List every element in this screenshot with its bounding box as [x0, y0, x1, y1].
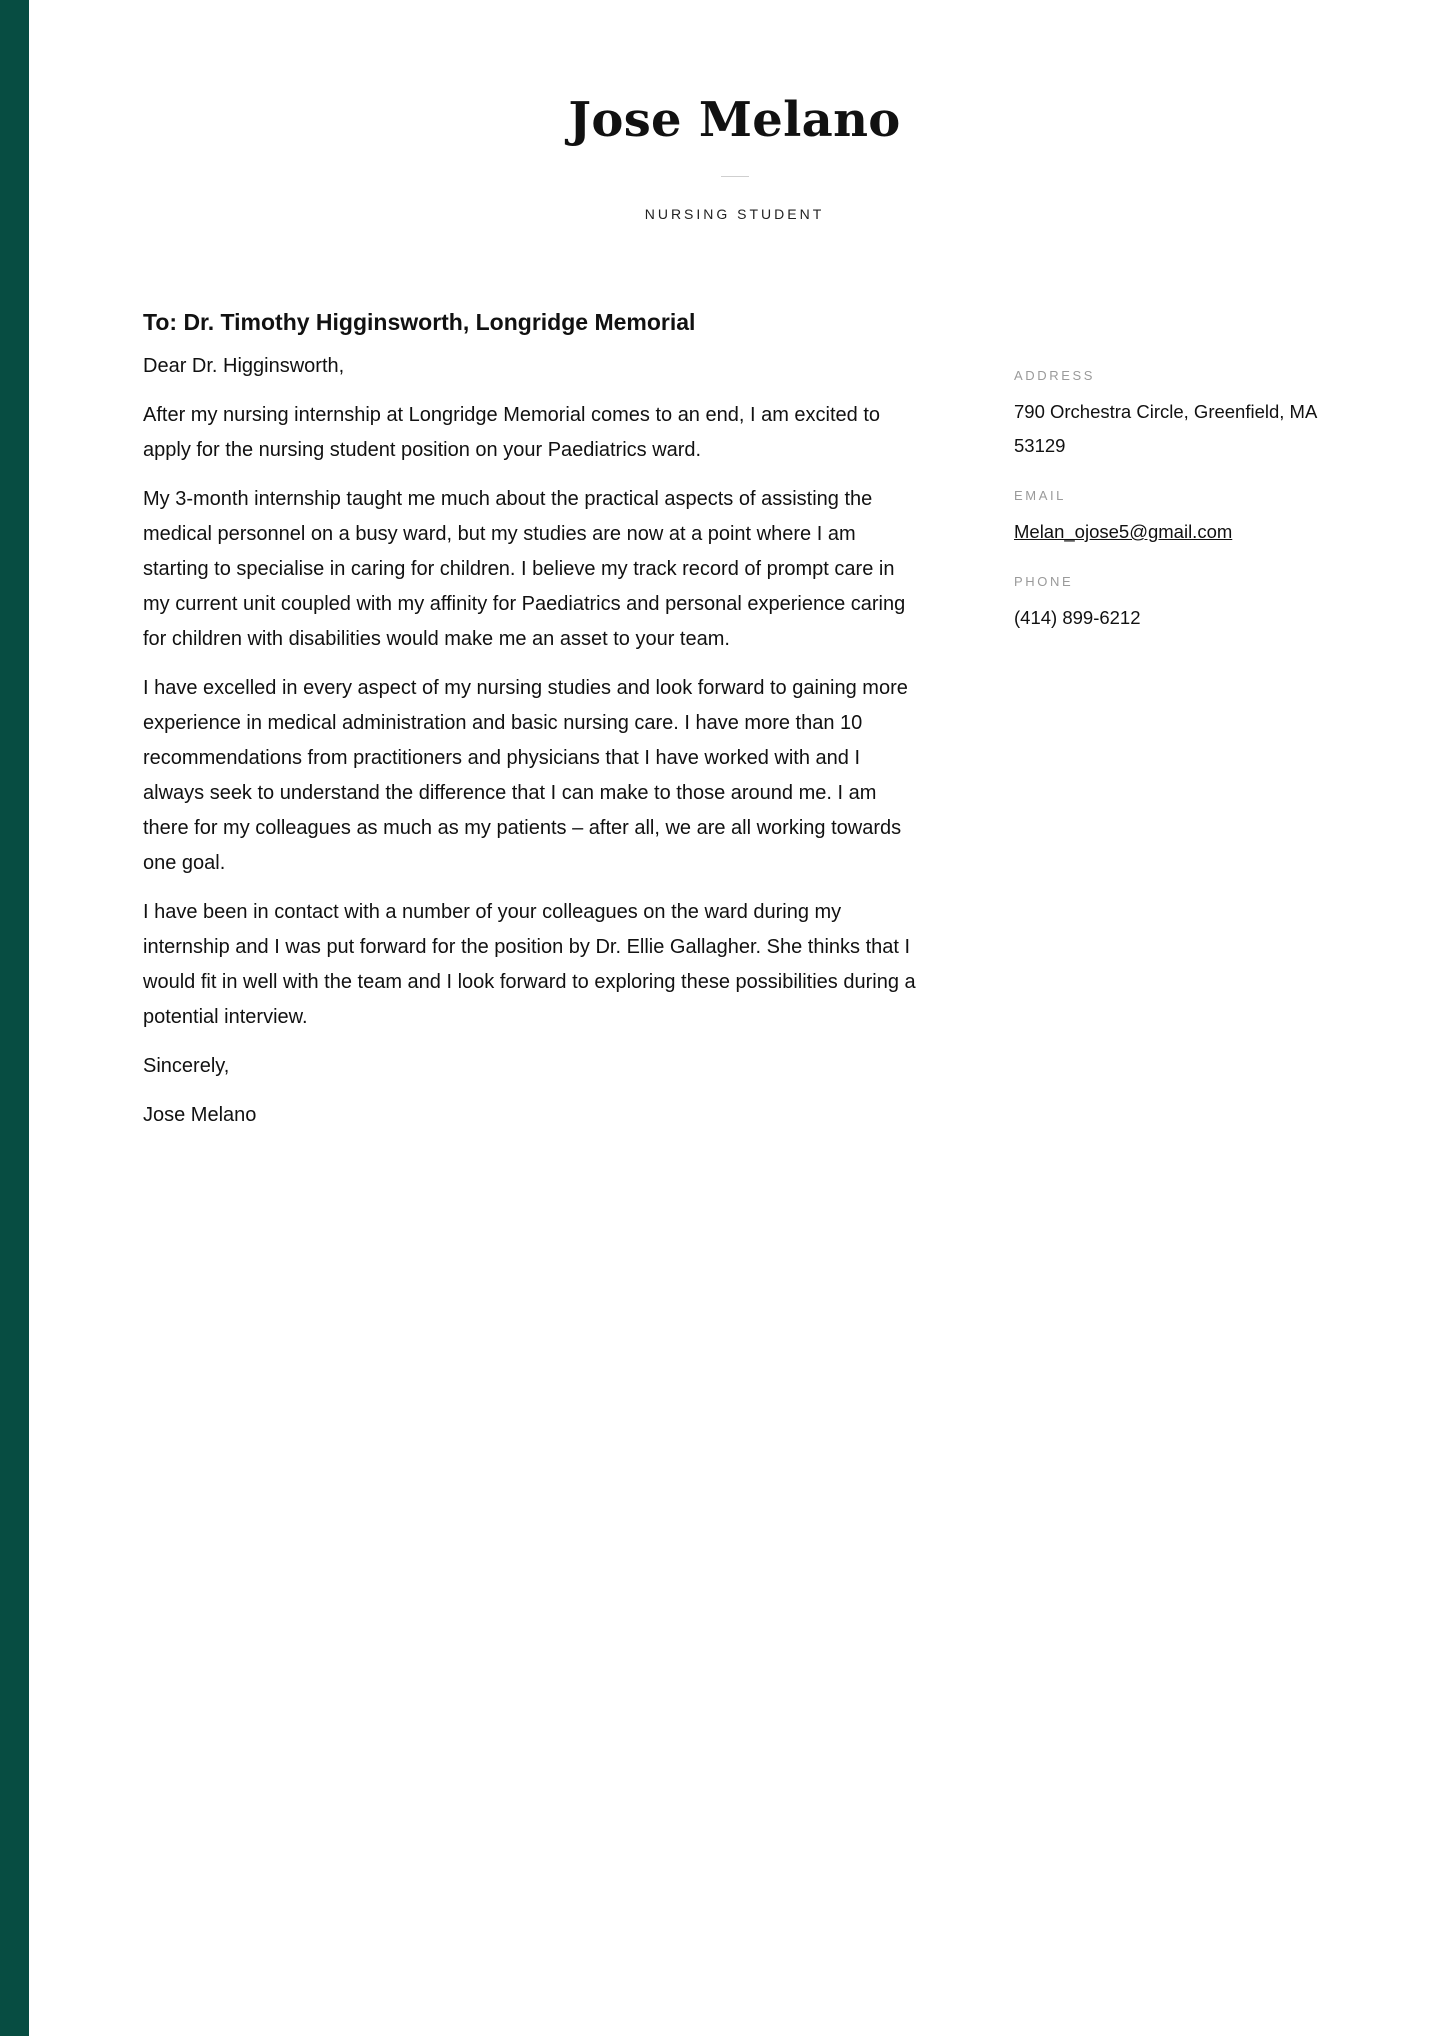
phone-value: (414) 899-6212: [1014, 607, 1141, 628]
email-label: EMAIL: [1014, 488, 1067, 503]
address-label: ADDRESS: [1014, 368, 1096, 383]
applicant-name: Jose Melano: [568, 92, 901, 148]
paragraph-2: My 3-month internship taught me much about the practical aspects of assisting the medical personnel on a busy ward, but my studies are now at a point where I am starting to specialise in caring for children. I believe my track record of prompt care in my current unit coupled with my affinity for Paediatrics and personal experience caring for children with disabilities would make me an asset to your team.: [143, 488, 906, 650]
paragraph-3: I have excelled in every aspect of my nursing studies and look forward to gaining more experience in medical administration and basic nursing care. I have more than 10 recommendations from practitioners and physicians that I have worked with and I always seek to understand the difference that I can make to those around me. I am there for my colleagues as much as my patients – after all, we are all working towards one goal.: [143, 677, 908, 874]
accent-sidebar-bar: [0, 0, 29, 2036]
greeting: Dear Dr. Higginsworth,: [143, 355, 345, 377]
header-divider: [721, 176, 749, 177]
email-link[interactable]: Melan_ojose5@gmail.com: [1014, 521, 1233, 542]
phone-label: PHONE: [1014, 574, 1074, 589]
closing: Sincerely,: [143, 1055, 230, 1077]
letter-body: [143, 305, 923, 1147]
paragraph-4: I have been in contact with a number of your colleagues on the ward during my internship and I was put forward for the position by Dr. Ellie Gallagher. She thinks that I would fit in well with the team and I look forward to exploring these possibilities during a potential interview.: [143, 901, 916, 1028]
contact-sidebar: [1014, 363, 1354, 655]
paragraph-1: After my nursing internship at Longridge Memorial comes to an end, I am excited to apply for the nursing student position on your Paediatrics ward.: [143, 404, 881, 461]
recipient-line: To: Dr. Timothy Higginsworth, Longridge Memorial: [143, 309, 696, 335]
job-title: NURSING STUDENT: [644, 206, 825, 222]
signature: Jose Melano: [143, 1104, 257, 1126]
email-value: [1014, 515, 1354, 549]
letter-header: [29, 88, 1440, 222]
address-value: 790 Orchestra Circle, Greenfield, MA 53129: [1014, 401, 1317, 456]
